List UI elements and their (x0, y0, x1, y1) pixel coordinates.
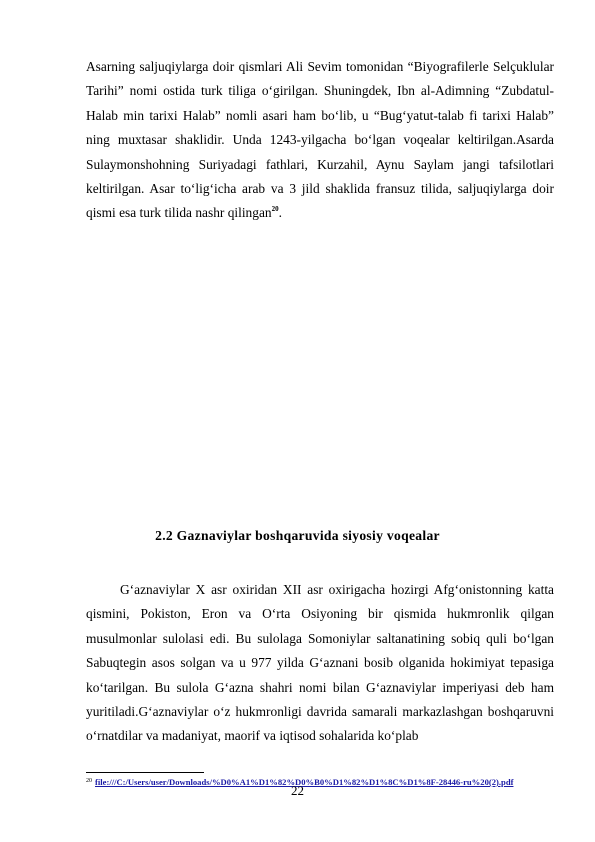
footnote-link[interactable]: file:///C:/Users/user/Downloads/%D0%A1%D1%82%D0%B0%D1%82%D1%8C%D1%8F-28446-ru%20(2).pdf (95, 777, 514, 787)
section-heading: 2.2 Gaznaviylar boshqaruvida siyosiy voqealar (155, 528, 440, 543)
footnote-divider (86, 772, 204, 773)
paragraph-1-end: . (278, 205, 282, 221)
footnote-number: 20 (86, 778, 92, 784)
paragraph-1-text: Asarning saljuqiylarga doir qismlari Ali Sevim tomonidan “Biyografilerle Selçuklular Tarihi” nomi ostida turk tiliga o‘girilgan. Shuningdek, Ibn al-Adimning “Zubdatul-Halab min tarixi Halab” nomli asari ham bo‘lib, u “Bug‘yatut-talab fi tarixi Halab” ning muxtasar shaklidir. Unda 1243-yilgacha bo‘lgan voqealar keltirilgan.Asarda Sulaymonshohning Suriyadagi fathlari, Kurzahil, Aynu Saylam jangi tafsilotlari keltirilgan. Asar to‘lig‘icha arab va 3 jild shaklida fransuz tilida, saljuqiylarga doir qismi esa turk tilida nashr qilingan (86, 59, 554, 221)
footnote-reference-20[interactable]: 20 (271, 205, 279, 214)
page-number: 22 (291, 783, 304, 798)
body-paragraph-2: G‘aznaviylar X asr oxiridan XII asr oxirigacha hozirgi Afg‘onistonning katta qismini, Pokiston, Eron va O‘rta Osiyoning bir qismida hukmronlik qilgan musulmonlar sulolasi edi. Bu sulolaga Somoniylar saltanatining sobiq quli bo‘lgan Sabuqtegin asos solgan va u 977 yilda G‘aznani bosib olganida hokimiyat tepasiga ko‘tarilgan. Bu sulola G‘azna shahri nomi bilan G‘aznaviylar imperiyasi deb ham yuritiladi.G‘aznaviylar o‘z hukmronligi davrida samarali markazlashgan boshqaruvni o‘rnatdilar va madaniyat, maorif va iqtisod sohalarida ko‘plab (86, 582, 554, 744)
body-paragraph-1 (86, 55, 554, 226)
